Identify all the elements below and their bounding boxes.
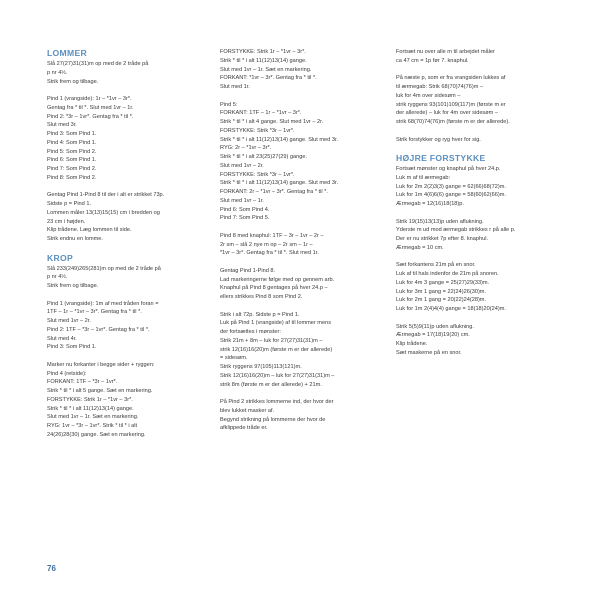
paragraph	[47, 300, 197, 353]
text-line: p nr 4½.	[47, 274, 68, 281]
text-line: Slut med 4r.	[47, 335, 77, 342]
text-line: Sæt forkantens 21m på en snor.	[396, 262, 476, 269]
text-line: Strik forstykker og ryg hver for sig.	[396, 136, 481, 143]
paragraph-gap	[220, 258, 380, 267]
paragraph	[396, 218, 561, 253]
text-line: blev lukket masker af.	[220, 407, 275, 414]
text-line: Pind 1 (vrangside): 1r – *1vr – 3r*.	[47, 96, 132, 102]
text-line: RYG: 1vr – *3r – 1vr*. Strik * til * i alt	[47, 423, 138, 429]
text-line: Yderste m ud mod ærmegab strikkes r på alle p.	[396, 227, 516, 234]
paragraph	[47, 95, 197, 183]
text-line: Strik * til * i alt 23(25)27(29) gange.	[220, 154, 308, 160]
paragraph	[220, 311, 380, 390]
text-line: FORKANT: 1TF – *3r – 1vr*.	[47, 379, 118, 386]
paragraph-gap	[220, 92, 380, 101]
text-line: strik 68(70)74(76)m (første m er der allerede).	[396, 119, 510, 125]
text-line: Strik endnu en lomme.	[47, 236, 103, 242]
text-line: Strik * til * i alt 11(12)13(14) gange. Slut med 3r.	[220, 180, 339, 187]
text-line: ellers strikkes Pind 8 som Pind 2.	[220, 294, 303, 300]
text-line: Sidste p = Pind 1.	[47, 201, 92, 207]
paragraph	[396, 136, 561, 145]
text-line: Marker nu forkanter i begge sider + ryggen:	[47, 361, 155, 368]
paragraph	[396, 323, 561, 358]
paragraph-gap	[220, 223, 380, 232]
text-line: Strik 5(5)9(11)p uden aflukning.	[396, 323, 474, 330]
text-line: Luk for 4m 3 gange = 25(27)29(33)m.	[396, 279, 490, 286]
text-line: p nr 4½.	[47, 69, 68, 76]
text-line: Strik 19(15)13(13)p uden aflukning.	[396, 218, 484, 225]
text-line: Pind 6: Som Pind 4.	[220, 206, 270, 213]
text-line: Slå 27(27)31(31)m op med de 2 tråde på	[47, 61, 149, 67]
text-line: Slå 233(249)265(281)m op med de 2 tråde på	[47, 265, 161, 272]
paragraph	[396, 48, 561, 66]
text-line: Slut med 1vr – 1r. Sæt en markering.	[220, 66, 312, 73]
text-column-middle	[220, 48, 380, 433]
text-line: Strik ryggens 97(105)113(121)m.	[220, 364, 302, 370]
text-column-right	[396, 48, 561, 358]
text-line: Pind 5:	[220, 101, 238, 108]
text-line: Ærmegab = 10 cm.	[396, 244, 444, 251]
paragraph-gap	[220, 389, 380, 398]
paragraph-gap	[47, 86, 197, 95]
text-line: FORSTYKKE: Strik 1r – *1vr – 3r*.	[47, 396, 133, 403]
text-line: Pind 8 med knaphul: 1TF – 3r – 1vr – 2r –	[220, 232, 324, 239]
text-line: Pind 3: Som Pind 1.	[47, 131, 97, 137]
text-line: Strik * til * i alt 11(12)13(14) gange.	[47, 405, 134, 412]
text-line: FORSTYKKE: Strik *3r – 1vr*.	[220, 127, 295, 134]
text-line: Strik i alt 72p. Sidste p = Pind 1.	[220, 311, 300, 318]
paragraph	[220, 48, 380, 92]
text-line: Pind 4: Som Pind 1.	[47, 139, 97, 146]
text-line: = sidesøm.	[220, 355, 248, 362]
text-line: Pind 1 (vrangside): 1m af med tråden foran =	[47, 300, 159, 307]
text-line: På næste p, som er fra vrangsiden lukkes af	[396, 75, 506, 82]
paragraph-gap	[396, 66, 561, 75]
text-line: 24(26)28(30) gange. Sæt en markering.	[47, 431, 146, 438]
text-line: 1TF – 1r – *1vr – 3r*. Gentag fra * til *.	[47, 309, 142, 316]
text-line: Pind 3: Som Pind 1.	[47, 344, 97, 351]
paragraph	[220, 101, 380, 224]
text-line: 23 cm i højden.	[47, 218, 86, 225]
text-line: Pind 2: 1TF – *3r – 1vr*. Gentag fra * til *.	[47, 326, 150, 333]
text-line: afklippede tråde er.	[220, 425, 268, 432]
text-line: til ærmegab: Strik 68(70)74(76)m –	[396, 84, 484, 90]
text-line: Luk for 1m 4(6)6(6) gange = 58(60)62(66)m.	[396, 192, 506, 199]
text-line: strik 8m (første m er der allerede) + 21m.	[220, 381, 322, 388]
text-line: Strik 12(16)16(20)m – luk for 27(27)31(31)m –	[220, 372, 335, 379]
text-line: Pind 7: Som Pind 5.	[220, 215, 270, 222]
text-line: Pind 2: *3r – 1vr*. Gentag fra * til *.	[47, 113, 134, 120]
paragraph-gap	[396, 314, 561, 323]
text-line: Gentag fra * til *. Slut med 1vr – 1r.	[47, 104, 134, 111]
text-line: Luk m af til ærmegab:	[396, 174, 451, 181]
text-line: Knaphul på Pind 8 gentages på hver 24.p –	[220, 285, 328, 292]
paragraph-gap	[220, 302, 380, 311]
text-line: FORSTYKKE: Strik 1r – *1vr – 3r*.	[220, 49, 306, 55]
text-line: strik 12(16)16(20)m (første m er der allerede)	[220, 346, 333, 353]
text-line: RYG: 2r – *1vr – 3r*.	[220, 145, 272, 152]
text-line: Pind 8: Som Pind 2.	[47, 174, 97, 181]
text-line: Pind 6: Som Pind 1.	[47, 157, 97, 164]
text-line: Gentag Pind 1-Pind 8.	[220, 267, 276, 274]
text-line: Lad markeringerne følge med op gennem arb.	[220, 276, 335, 283]
paragraph	[220, 267, 380, 302]
paragraph-gap	[396, 144, 561, 153]
text-line: Strik * til * i alt 11(12)13(14) gange.	[220, 57, 307, 64]
text-line: Slut med 1vr – 1r. Sæt en markering.	[47, 414, 139, 421]
text-line: Strik * til * i alt 11(12)13(14) gange. Slut med 3r.	[220, 136, 339, 143]
text-line: Fortsæt mønster og knaphul på hver 24.p.	[396, 166, 501, 172]
text-line: Luk for 3m 1 gang = 22(24)26(30)m.	[396, 288, 487, 295]
text-line: Der er nu strikket 7p efter 8. knaphul.	[396, 236, 489, 242]
text-line: Slut med 3r.	[47, 122, 77, 129]
paragraph	[396, 165, 561, 209]
paragraph	[47, 361, 197, 440]
text-line: Lommen måler 13(13)15(15) cm i bredden og	[47, 209, 160, 216]
text-line: Strik frem og tilbage.	[47, 283, 99, 289]
text-line: Strik * til * i alt 4 gange. Slut med 1vr – 2r.	[220, 119, 324, 125]
paragraph	[396, 261, 561, 314]
text-line: Strik * til * i alt 5 gange. Sæt en markering.	[47, 388, 153, 394]
text-line: Pind 7: Som Pind 2.	[47, 166, 97, 172]
text-line: Slut med 1vr – 2r.	[220, 162, 264, 169]
paragraph	[47, 265, 197, 291]
paragraph-gap	[396, 253, 561, 262]
text-line: FORSTYKKE: Strik *3r – 1vr*.	[220, 171, 295, 178]
section-heading: LOMMER	[47, 48, 87, 58]
text-line: Strik frem og tilbage.	[47, 78, 99, 85]
text-line: Slut med 1vr – 1r.	[220, 197, 264, 204]
text-line: luk for 4m over sidesøm –	[396, 92, 461, 99]
text-line: *1vr – 3r*. Gentag fra * til *. Slut med 1r.	[220, 250, 319, 257]
text-line: Luk for 2m 2(2)3(3) gange = 62(66)68(72)m.	[396, 183, 506, 190]
text-line: På Pind 2 strikkes lommerne ind, der hvor der	[220, 399, 334, 405]
paragraph-gap	[47, 244, 197, 253]
text-column-left	[47, 48, 197, 440]
text-line: Fortsæt nu over alle m til arbejdet måler	[396, 49, 495, 55]
paragraph-gap	[47, 183, 197, 192]
paragraph	[220, 398, 380, 433]
text-line: Gentag Pind 1-Pind 8 til der i alt er strikket 73p.	[47, 192, 165, 199]
paragraph	[220, 232, 380, 258]
text-line: Pind 5: Som Pind 2.	[47, 148, 97, 155]
section-heading: HØJRE FORSTYKKE	[396, 153, 486, 163]
text-line: Slut med 1r.	[220, 84, 250, 90]
text-line: Luk for 1m 2(4)4(4) gange = 18(18)20(24)m.	[396, 306, 506, 312]
text-line: Strik 21m + 8m – luk for 27(27)31(31)m –	[220, 337, 323, 344]
text-line: Slut med 1vr – 2r.	[47, 318, 91, 324]
text-line: strik ryggens 93(101)109(117)m (første m er	[396, 101, 506, 108]
text-line: FORKANT: 2r – *1vr – 3r*. Gentag fra * til *.	[220, 189, 328, 195]
paragraph	[47, 60, 197, 86]
section-heading: KROP	[47, 252, 74, 263]
text-line: FORKANT: *1vr – 3r*. Gentag fra * til *.	[220, 75, 317, 82]
text-line: Klip trådene.	[396, 341, 428, 347]
paragraph-gap	[47, 352, 197, 361]
text-line: Pind 4 (retside):	[47, 370, 87, 377]
paragraph	[47, 191, 197, 244]
paragraph-gap	[47, 291, 197, 300]
text-line: der allerede) – luk for 4m over sidesøm –	[396, 110, 498, 117]
text-line: Luk på Pind 1 (vrangside) af til lommer mens	[220, 320, 331, 327]
text-line: FORKANT: 1TF – 1r – *1vr – 3r*.	[220, 110, 302, 117]
text-line: ca 47 cm = 1p før 7. knaphul.	[396, 57, 469, 64]
text-line: Ærmegab = 12(16)18(18)p.	[396, 201, 464, 207]
paragraph-gap	[396, 127, 561, 136]
text-line: Ærmegab = 17(18)19(20) cm.	[396, 332, 470, 339]
paragraph	[396, 74, 561, 127]
text-line: 2r sm – slå 2 nye m op – 2r sm – 1r –	[220, 241, 313, 248]
text-line: Sæt maskerne på en snor.	[396, 349, 462, 356]
text-line: der fortsættes i mønster:	[220, 329, 281, 335]
text-line: Luk af til hals indenfor de 21m på snoren.	[396, 271, 499, 277]
text-line: Klip trådene. Læg lommen til side.	[47, 227, 132, 234]
paragraph-gap	[396, 209, 561, 218]
page-number: 76	[47, 564, 56, 573]
text-line: Begynd strikning på lommerne der hvor de	[220, 416, 326, 423]
text-line: Luk for 2m 1 gang = 20(22)24(28)m.	[396, 297, 487, 304]
